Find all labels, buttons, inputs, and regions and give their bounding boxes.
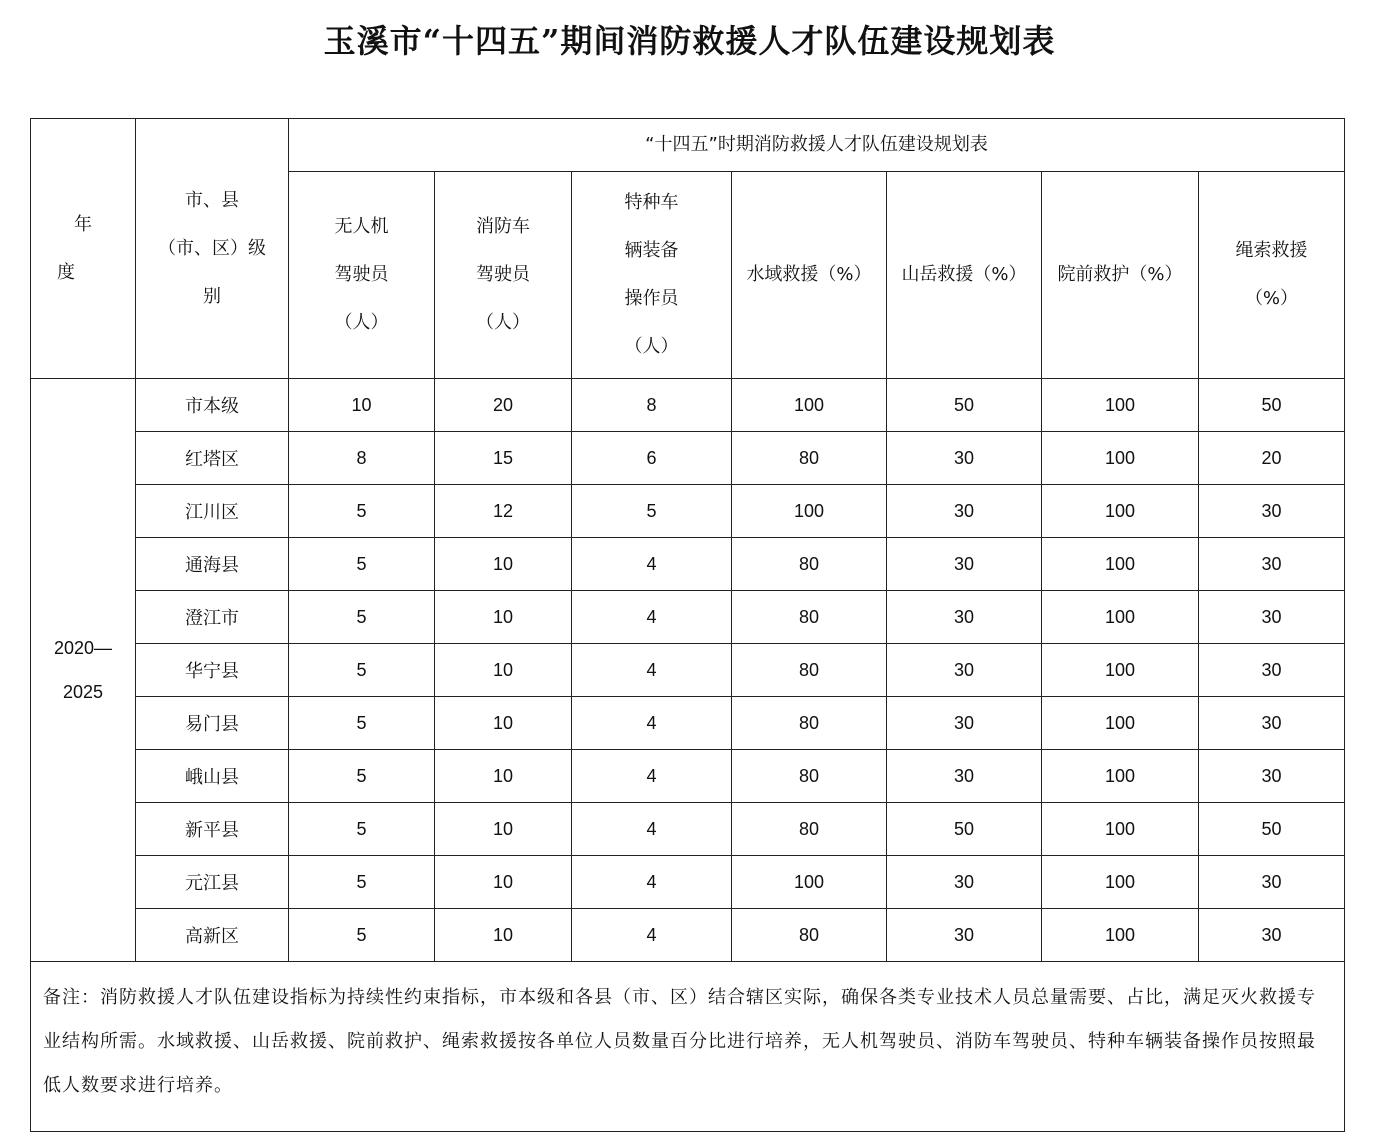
note-row [31, 962, 1345, 1132]
value-cell: 100 [1042, 856, 1199, 909]
value-cell: 100 [732, 485, 887, 538]
region-cell: 澄江市 [136, 591, 289, 644]
value-cell: 5 [289, 803, 435, 856]
header-row-group [31, 119, 1345, 172]
value-cell: 100 [1042, 644, 1199, 697]
year-header: 年 度 [57, 213, 126, 283]
region-cell: 通海县 [136, 538, 289, 591]
value-cell: 5 [289, 591, 435, 644]
column-header [887, 172, 1042, 379]
region-cell: 江川区 [136, 485, 289, 538]
table-row [31, 644, 1345, 697]
page-title: 玉溪市“十四五”期间消防救援人才队伍建设规划表 [323, 22, 1056, 60]
column-header [289, 172, 435, 379]
region-header-cell [136, 119, 289, 379]
value-cell: 4 [572, 856, 732, 909]
value-cell: 30 [887, 591, 1042, 644]
column-header-line: 驾驶员 [334, 264, 389, 285]
region-cell: 红塔区 [136, 432, 289, 485]
value-cell: 30 [1199, 538, 1345, 591]
value-cell: 100 [1042, 432, 1199, 485]
year-line: 2020— [53, 638, 113, 658]
value-cell: 100 [1042, 591, 1199, 644]
value-cell: 20 [435, 379, 572, 432]
year-line: 2025 [62, 682, 104, 702]
value-cell: 100 [1042, 803, 1199, 856]
column-header [732, 172, 887, 379]
region-cell: 易门县 [136, 697, 289, 750]
value-cell: 8 [289, 432, 435, 485]
region-cell: 市本级 [136, 379, 289, 432]
group-header: “十四五”时期消防救援人才队伍建设规划表 [289, 119, 1345, 172]
value-cell: 4 [572, 750, 732, 803]
region-cell: 新平县 [136, 803, 289, 856]
value-cell: 100 [1042, 538, 1199, 591]
value-cell: 30 [1199, 697, 1345, 750]
column-header [572, 172, 732, 379]
region-header-line: 市、县 [185, 189, 239, 211]
value-cell: 12 [435, 485, 572, 538]
value-cell: 10 [435, 909, 572, 962]
column-header [1042, 172, 1199, 379]
value-cell: 5 [289, 697, 435, 750]
column-header-line: 无人机 [334, 216, 389, 237]
region-cell: 华宁县 [136, 644, 289, 697]
value-cell: 80 [732, 803, 887, 856]
region-cell: 高新区 [136, 909, 289, 962]
column-header-line: 消防车 [476, 216, 530, 237]
value-cell: 5 [289, 856, 435, 909]
value-cell: 6 [572, 432, 732, 485]
table-row [31, 697, 1345, 750]
table-row [31, 909, 1345, 962]
value-cell: 4 [572, 909, 732, 962]
value-cell: 10 [435, 750, 572, 803]
value-cell: 100 [732, 379, 887, 432]
value-cell: 5 [289, 909, 435, 962]
note-text: 备注：消防救援人才队伍建设指标为持续性约束指标，市本级和各县（市、区）结合辖区实际，确保各类专业技术人员总量需要、占比，满足灭火救援专业结构所需。水域救援、山岳救援、院前救护、绳索救援按各单位人员数量百分比进行培养，无人机驾驶员、消防车驾驶员、特种车辆装备操作员按照最低人数要求进行培养。 [31, 962, 1345, 1132]
value-cell: 20 [1199, 432, 1345, 485]
value-cell: 100 [1042, 909, 1199, 962]
value-cell: 30 [887, 432, 1042, 485]
value-cell: 100 [732, 856, 887, 909]
value-cell: 80 [732, 432, 887, 485]
value-cell: 5 [289, 750, 435, 803]
value-cell: 5 [289, 538, 435, 591]
value-cell: 30 [887, 644, 1042, 697]
value-cell: 100 [1042, 485, 1199, 538]
table-row [31, 803, 1345, 856]
value-cell: 4 [572, 697, 732, 750]
region-cell: 元江县 [136, 856, 289, 909]
value-cell: 30 [887, 909, 1042, 962]
value-cell: 5 [289, 485, 435, 538]
value-cell: 30 [887, 485, 1042, 538]
value-cell: 10 [435, 697, 572, 750]
value-cell: 100 [1042, 750, 1199, 803]
value-cell: 50 [1199, 803, 1345, 856]
plan-table [30, 118, 1345, 1132]
column-header-line: （人） [334, 312, 389, 333]
column-header-line: （人） [476, 312, 530, 333]
table-row [31, 750, 1345, 803]
value-cell: 30 [887, 538, 1042, 591]
value-cell: 50 [887, 379, 1042, 432]
value-cell: 80 [732, 909, 887, 962]
value-cell: 30 [1199, 750, 1345, 803]
region-header-line: 别 [203, 285, 221, 307]
value-cell: 100 [1042, 697, 1199, 750]
value-cell: 10 [435, 644, 572, 697]
column-header-line: 绳索救援 [1235, 240, 1308, 261]
table-row [31, 591, 1345, 644]
value-cell: 8 [572, 379, 732, 432]
column-header-line: 操作员 [624, 288, 679, 309]
column-header-line: 驾驶员 [476, 264, 530, 285]
value-cell: 30 [1199, 485, 1345, 538]
column-header-line: 山岳救援（%） [901, 264, 1027, 285]
value-cell: 30 [887, 856, 1042, 909]
value-cell: 10 [435, 856, 572, 909]
value-cell: 30 [1199, 591, 1345, 644]
column-header-line: 特种车 [624, 192, 679, 213]
value-cell: 80 [732, 697, 887, 750]
value-cell: 80 [732, 538, 887, 591]
value-cell: 15 [435, 432, 572, 485]
column-header-line: 院前救护（%） [1057, 264, 1183, 285]
value-cell: 4 [572, 538, 732, 591]
value-cell: 50 [887, 803, 1042, 856]
value-cell: 80 [732, 644, 887, 697]
column-header [435, 172, 572, 379]
value-cell: 5 [289, 644, 435, 697]
value-cell: 100 [1042, 379, 1199, 432]
value-cell: 10 [435, 538, 572, 591]
value-cell: 4 [572, 644, 732, 697]
value-cell: 80 [732, 750, 887, 803]
value-cell: 5 [572, 485, 732, 538]
column-header [1199, 172, 1345, 379]
column-header-line: （人） [624, 336, 679, 357]
table-row [31, 379, 1345, 432]
value-cell: 30 [1199, 909, 1345, 962]
value-cell: 30 [887, 697, 1042, 750]
value-cell: 30 [1199, 644, 1345, 697]
year-cell [31, 379, 136, 962]
value-cell: 10 [435, 591, 572, 644]
value-cell: 80 [732, 591, 887, 644]
value-cell: 30 [1199, 856, 1345, 909]
table-row [31, 856, 1345, 909]
region-cell: 峨山县 [136, 750, 289, 803]
value-cell: 50 [1199, 379, 1345, 432]
value-cell: 10 [289, 379, 435, 432]
value-cell: 4 [572, 591, 732, 644]
column-header-line: 水域救援（%） [746, 264, 872, 285]
value-cell: 10 [435, 803, 572, 856]
table-row [31, 538, 1345, 591]
table-row [31, 432, 1345, 485]
value-cell: 4 [572, 803, 732, 856]
region-header-line: （市、区）级 [158, 237, 266, 259]
plan-table-body [31, 119, 1345, 1132]
year-header-cell [31, 119, 136, 379]
column-header-line: 辆装备 [624, 240, 679, 261]
table-row [31, 485, 1345, 538]
column-header-line: （%） [1244, 288, 1299, 309]
value-cell: 30 [887, 750, 1042, 803]
